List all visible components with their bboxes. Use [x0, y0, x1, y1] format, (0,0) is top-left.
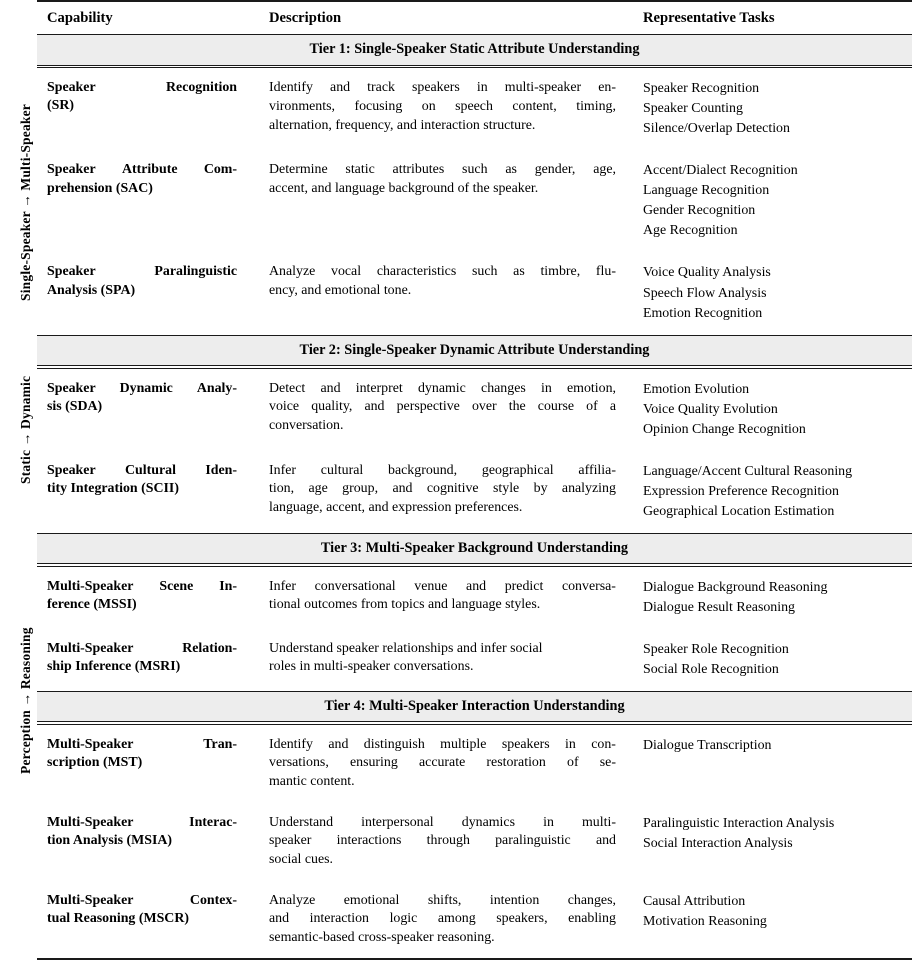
representative-task: Dialogue Result Reasoning: [643, 599, 796, 615]
representative-tasks-list: [634, 566, 912, 629]
group-label-static-to-dynamic: Static → Dynamic: [18, 375, 33, 485]
column-header-capability: Capability: [47, 10, 113, 26]
tier-band-row: [37, 336, 912, 366]
capability-name: Speaker Cultural Iden- tity Integration (SCII): [47, 462, 237, 496]
tier-title-1: Tier 1: Single-Speaker Static Attribute Understanding: [37, 35, 912, 65]
representative-tasks-list: [634, 368, 912, 451]
capability-description: Identify and track speakers in multi-speaker en- vironments, focusing on speech content, timing, alternation, frequency, and interaction structure.: [269, 80, 616, 133]
capability-taxonomy-table-wrapper: [37, 0, 912, 960]
capability-description: Understand speaker relationships and infer social roles in multi-speaker conversations.: [269, 640, 543, 675]
table-row: [37, 724, 912, 802]
representative-task: Language/Accent Cultural Reasoning: [643, 463, 853, 479]
capability-name: Multi-Speaker Contex- tual Reasoning (MSCR): [47, 892, 237, 926]
capability-description: Determine static attributes such as gender, age, accent, and language background of the speaker.: [269, 162, 616, 197]
table-row: [37, 803, 912, 881]
representative-task: Opinion Change Recognition: [643, 421, 806, 437]
representative-task: Emotion Evolution: [643, 381, 750, 397]
tier-title-2: Tier 2: Single-Speaker Dynamic Attribute Understanding: [37, 336, 912, 366]
representative-task: Social Interaction Analysis: [643, 835, 793, 851]
group-label-single-to-multi-speaker: Single-Speaker → Multi-Speaker: [18, 103, 33, 301]
capability-name: Multi-Speaker Scene In- ference (MSSI): [47, 578, 237, 612]
representative-task: Speaker Recognition: [643, 81, 760, 97]
representative-tasks-list: [634, 252, 912, 335]
capability-taxonomy-table: [37, 0, 912, 960]
capability-name: Speaker Recognition (SR): [47, 80, 237, 114]
representative-tasks-list: [634, 724, 912, 802]
capability-name: Multi-Speaker Tran- scription (MST): [47, 736, 237, 770]
table-row: [37, 629, 912, 692]
representative-tasks-list: [634, 451, 912, 534]
capability-description: Analyze emotional shifts, intention changes, and interaction logic among speakers, enabling semantic-based cross-speaker reasoning.: [269, 892, 616, 945]
capability-description: Understand interpersonal dynamics in multi- speaker interactions through paralinguistic and social cues.: [269, 814, 616, 867]
representative-task: Language Recognition: [643, 183, 770, 199]
representative-tasks-list: [634, 150, 912, 252]
capability-name: Multi-Speaker Relation- ship Inference (MSRI): [47, 640, 237, 674]
capability-name: Multi-Speaker Interac- tion Analysis (MSIA): [47, 814, 237, 848]
representative-task: Accent/Dialect Recognition: [643, 163, 798, 179]
representative-tasks-list: [634, 68, 912, 151]
representative-task: Silence/Overlap Detection: [643, 121, 790, 137]
table-row: [37, 881, 912, 960]
representative-task: Dialogue Background Reasoning: [643, 579, 828, 595]
representative-task: Emotion Recognition: [643, 305, 763, 321]
tier-band-row: [37, 35, 912, 65]
representative-task: Speaker Counting: [643, 101, 743, 117]
capability-description: Infer conversational venue and predict conversa- tional outcomes from topics and language styles.: [269, 578, 616, 613]
column-header-representative-tasks: Representative Tasks: [643, 10, 775, 26]
tier-title-3: Tier 3: Multi-Speaker Background Understanding: [37, 534, 912, 564]
tier-band-row: [37, 692, 912, 722]
table-row: [37, 150, 912, 252]
column-header-description: Description: [269, 10, 342, 26]
table-row: [37, 566, 912, 629]
capability-name: Speaker Paralinguistic Analysis (SPA): [47, 264, 237, 298]
capability-description: Analyze vocal characteristics such as timbre, flu- ency, and emotional tone.: [269, 264, 616, 299]
table-row: [37, 68, 912, 151]
tier-title-4: Tier 4: Multi-Speaker Interaction Understanding: [37, 692, 912, 722]
capability-description: Identify and distinguish multiple speakers in con- versations, ensuring accurate restoration of se- mantic content.: [269, 736, 616, 790]
representative-task: Speech Flow Analysis: [643, 285, 767, 301]
representative-task: Motivation Reasoning: [643, 913, 767, 929]
representative-task: Voice Quality Evolution: [643, 401, 778, 417]
capability-description: Detect and interpret dynamic changes in emotion, voice quality, and perspective over the course of a conversation.: [269, 380, 616, 433]
representative-task: Dialogue Transcription: [643, 737, 772, 753]
representative-tasks-list: [634, 803, 912, 881]
tier-band-row: [37, 534, 912, 564]
representative-task: Paralinguistic Interaction Analysis: [643, 815, 835, 831]
table-row: [37, 451, 912, 534]
table-header-row: [37, 2, 912, 35]
representative-task: Expression Preference Recognition: [643, 483, 839, 499]
table-row: [37, 368, 912, 451]
representative-task: Geographical Location Estimation: [643, 503, 835, 519]
representative-tasks-list: [634, 629, 912, 692]
capability-name: Speaker Dynamic Analy- sis (SDA): [47, 380, 237, 414]
representative-task: Voice Quality Analysis: [643, 265, 771, 281]
representative-task: Speaker Role Recognition: [643, 641, 789, 657]
representative-tasks-list: [634, 881, 912, 960]
representative-task: Gender Recognition: [643, 203, 756, 219]
representative-task: Social Role Recognition: [643, 661, 779, 677]
representative-task: Causal Attribution: [643, 893, 746, 909]
table-body: [37, 1, 912, 960]
group-label-perception-to-reasoning: Perception → Reasoning: [18, 627, 33, 775]
representative-task: Age Recognition: [643, 223, 738, 239]
capability-description: Infer cultural background, geographical affilia- tion, age group, and cognitive style by analyzing language, accent, and expression preferences.: [269, 462, 616, 515]
table-row: [37, 252, 912, 335]
capability-name: Speaker Attribute Com- prehension (SAC): [47, 162, 237, 196]
